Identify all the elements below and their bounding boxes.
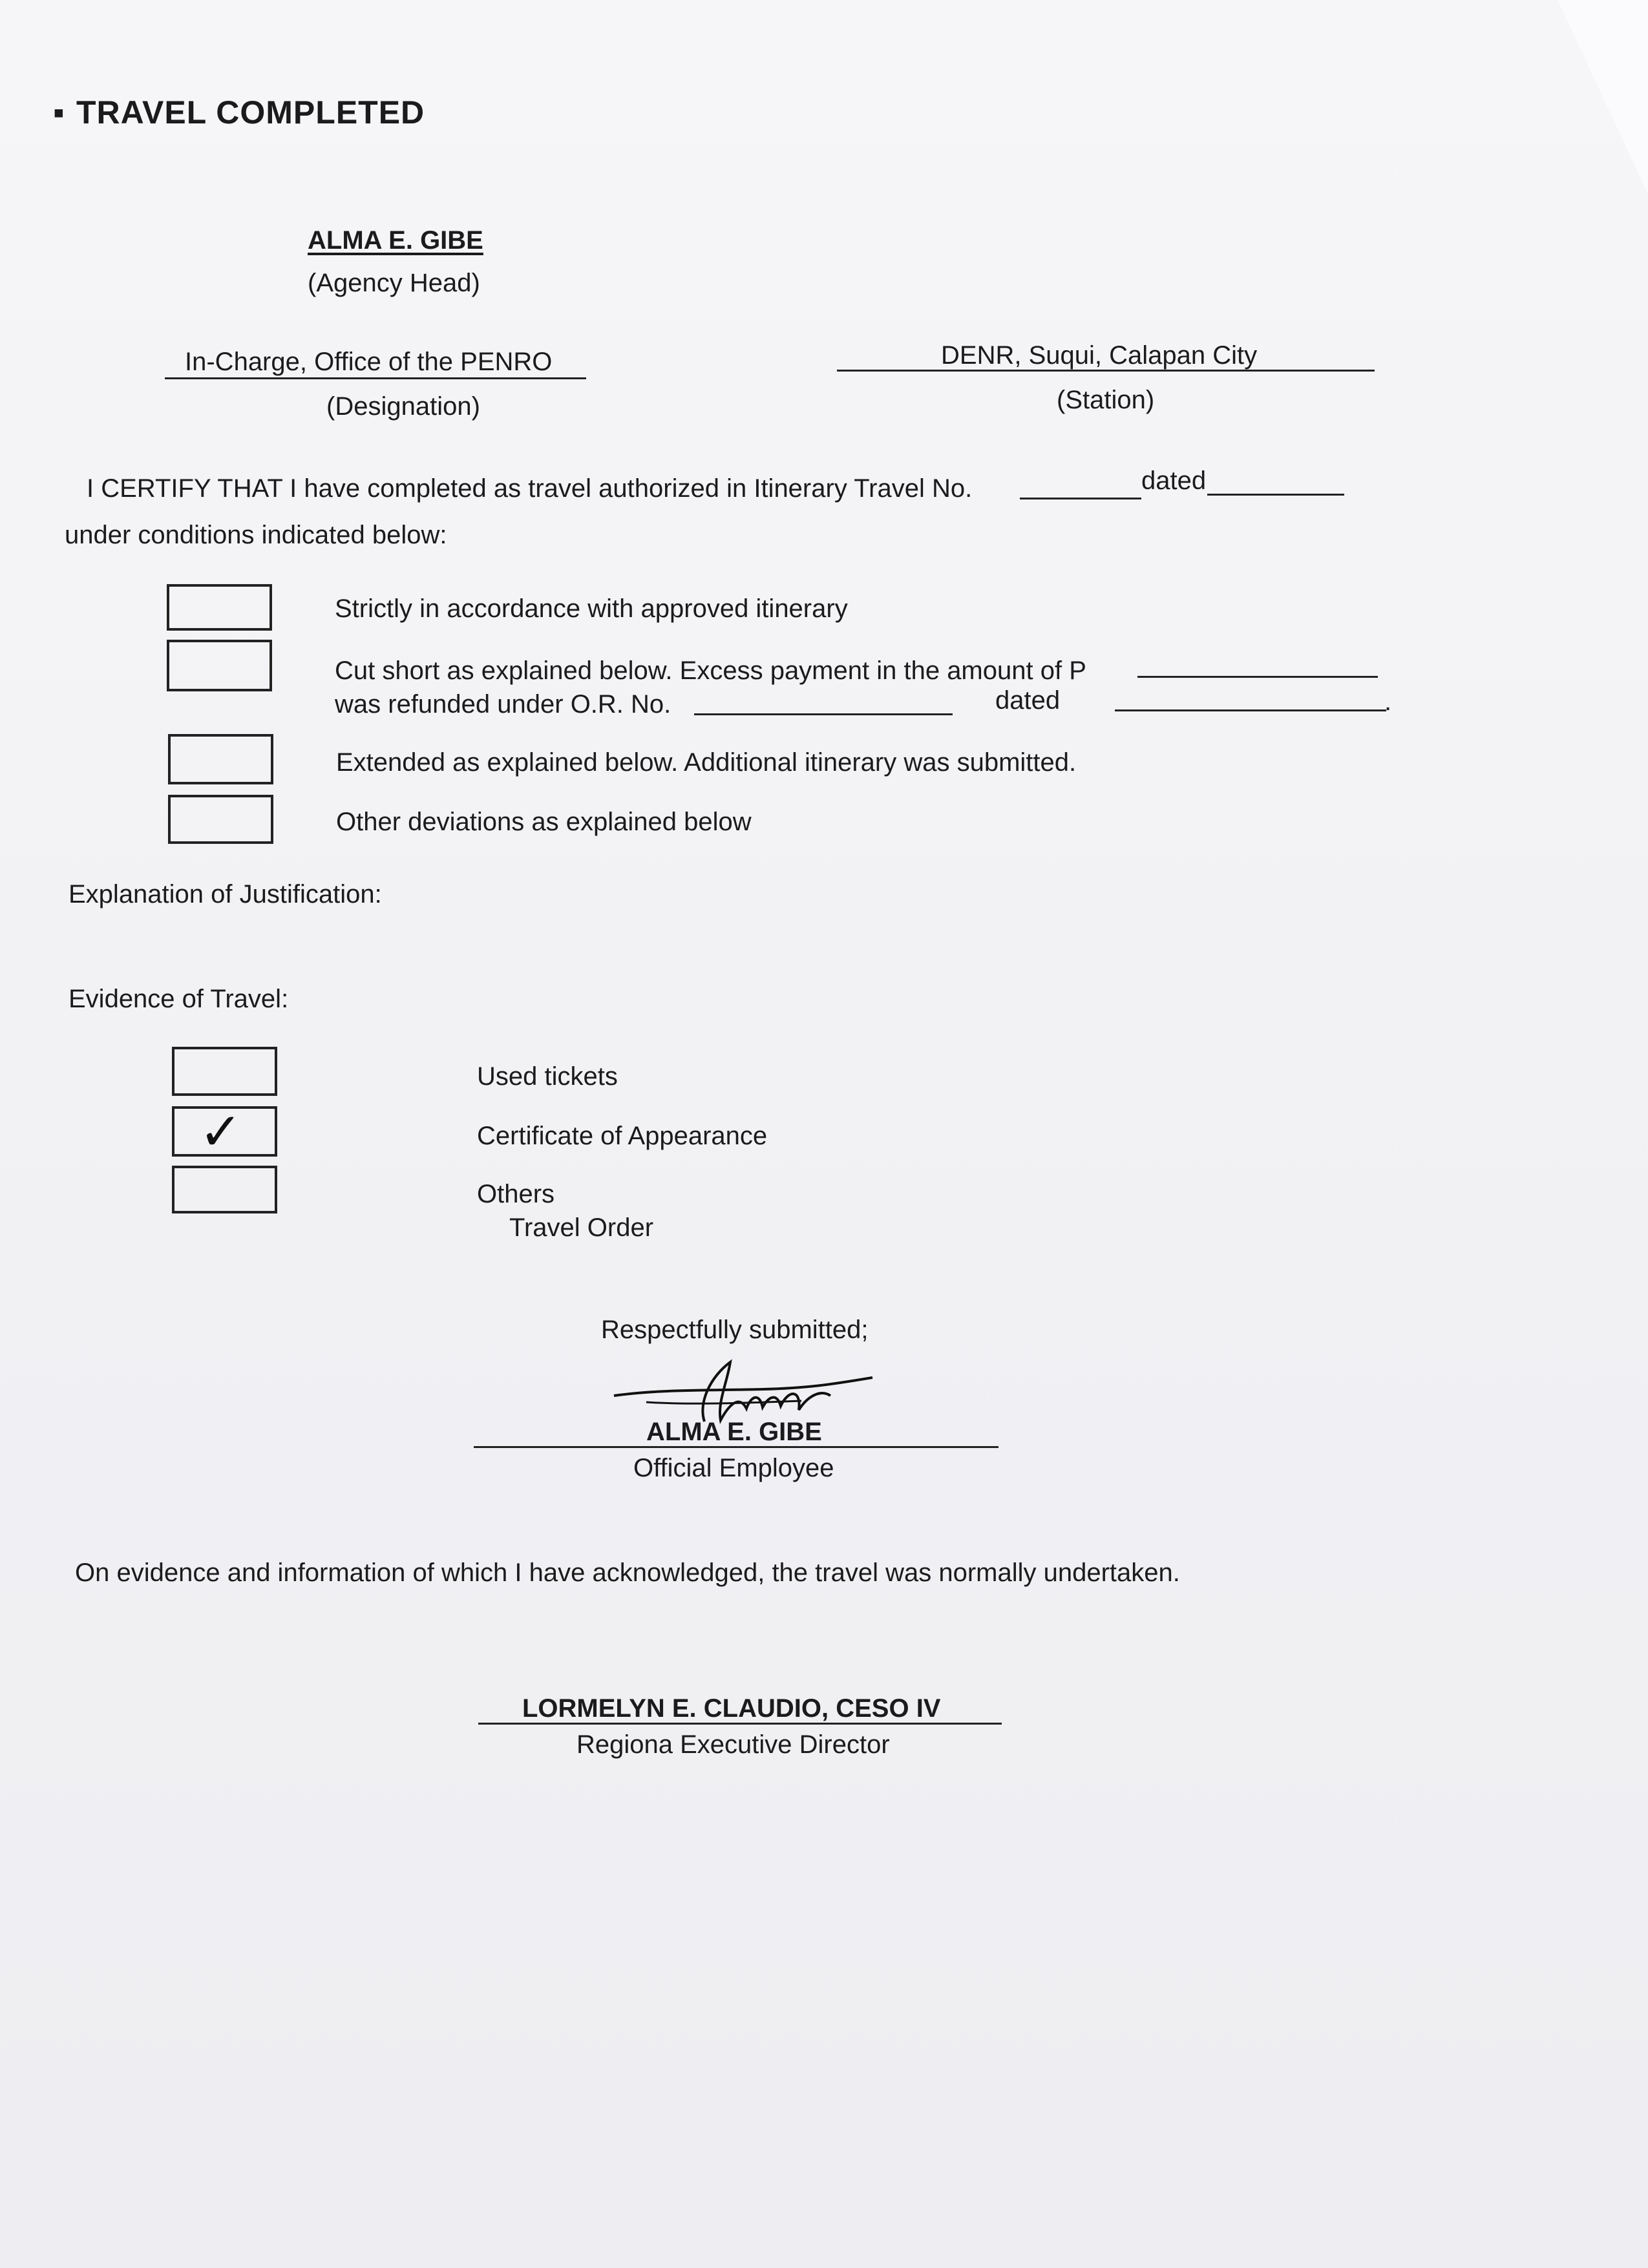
folded-corner <box>1558 0 1648 194</box>
title-bullet: ▪ <box>53 94 65 131</box>
condition-label-extended: Extended as explained below. Additional itinerary was submitted. <box>336 748 1077 777</box>
certify-dated-label: dated <box>1141 467 1207 495</box>
refund-dated-label: dated <box>995 686 1061 715</box>
excess-amount-field[interactable] <box>1137 676 1378 678</box>
designation-label: (Designation) <box>326 392 480 421</box>
evidence-label-others: Others <box>477 1180 555 1208</box>
evidence-checkbox-tickets[interactable] <box>172 1047 277 1096</box>
condition-label-strict: Strictly in accordance with approved itinerary <box>335 594 848 623</box>
evidence-label-appearance: Certificate of Appearance <box>477 1122 768 1150</box>
certify-line-2: under conditions indicated below: <box>65 521 447 549</box>
others-detail: Travel Order <box>509 1213 654 1242</box>
approver-role: Regiona Executive Director <box>576 1730 890 1759</box>
or-number-field[interactable] <box>694 713 953 715</box>
station-underline <box>837 370 1375 372</box>
station-label: (Station) <box>1057 386 1155 414</box>
designation-value: In-Charge, Office of the PENRO <box>185 348 553 376</box>
check-mark-icon: ✓ <box>199 1103 243 1160</box>
condition-checkbox-extended[interactable] <box>168 734 273 784</box>
condition-checkbox-cut-short[interactable] <box>167 640 272 691</box>
employee-signature-line <box>474 1446 998 1448</box>
evidence-checkbox-others[interactable] <box>172 1166 277 1213</box>
designation-underline <box>165 377 586 379</box>
condition-label-cut-short: Cut short as explained below. Excess payment in the amount of P <box>335 656 1086 685</box>
condition-label-other: Other deviations as explained below <box>336 808 752 836</box>
evidence-label-tickets: Used tickets <box>477 1062 618 1091</box>
form-title: TRAVEL COMPLETED <box>76 94 425 131</box>
employee-role: Official Employee <box>633 1454 834 1482</box>
condition-checkbox-strict[interactable] <box>167 584 272 631</box>
agency-head-name: ALMA E. GIBE <box>308 226 483 255</box>
approver-signature-line <box>478 1723 1002 1725</box>
certify-line-1: I CERTIFY THAT I have completed as travel authorized in Itinerary Travel No. <box>87 474 973 503</box>
explanation-label: Explanation of Justification: <box>69 880 382 908</box>
itinerary-no-field[interactable] <box>1020 498 1141 499</box>
refund-label: was refunded under O.R. No. <box>335 690 671 719</box>
closing-text: Respectfully submitted; <box>601 1316 869 1344</box>
agency-head-label: (Agency Head) <box>308 269 480 297</box>
employee-name: ALMA E. GIBE <box>646 1418 822 1446</box>
station-value: DENR, Suqui, Calapan City <box>941 341 1258 370</box>
condition-checkbox-other[interactable] <box>168 795 273 844</box>
itinerary-date-field[interactable] <box>1207 494 1344 496</box>
approver-name: LORMELYN E. CLAUDIO, CESO IV <box>522 1694 941 1723</box>
refund-date-field[interactable] <box>1115 709 1386 711</box>
refund-end-mark: . <box>1384 688 1392 716</box>
evidence-label: Evidence of Travel: <box>69 985 289 1013</box>
acknowledgement-text: On evidence and information of which I have acknowledged, the travel was normally undertaken. <box>75 1559 1180 1587</box>
